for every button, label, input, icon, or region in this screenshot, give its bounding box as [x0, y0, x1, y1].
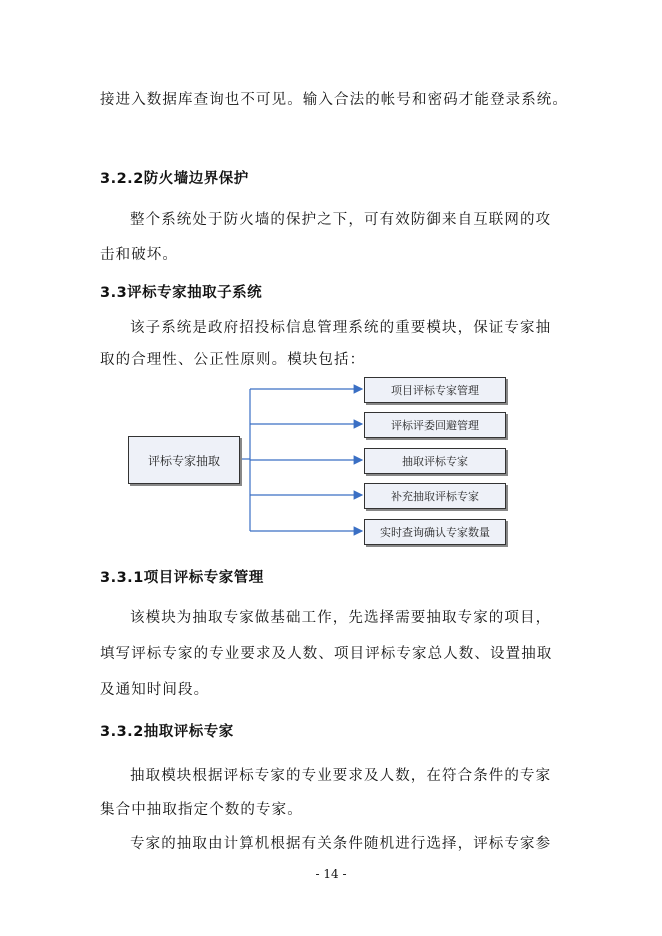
paragraph-line: 整个系统处于防火墙的保护之下，可有效防御来自互联网的攻: [130, 212, 552, 228]
page-number: - 14 -: [315, 867, 347, 881]
paragraph-line: 击和破坏。: [100, 247, 178, 263]
diagram-module-box: 抽取评标专家: [364, 448, 506, 474]
paragraph-line: 接进入数据库查询也不可见。输入合法的帐号和密码才能登录系统。: [100, 92, 568, 108]
section-heading-3-3-2: 3.3.2抽取评标专家: [100, 724, 234, 740]
paragraph-line: 专家的抽取由计算机根据有关条件随机进行选择，评标专家参: [130, 836, 552, 852]
paragraph-line: 抽取模块根据评标专家的专业要求及人数，在符合条件的专家: [130, 768, 552, 784]
diagram-module-box: 补充抽取评标专家: [364, 483, 506, 509]
section-heading-3-2-2: 3.2.2防火墙边界保护: [100, 171, 249, 187]
paragraph-line: 取的合理性、公正性原则。模块包括：: [100, 352, 366, 368]
section-heading-3-3-1: 3.3.1项目评标专家管理: [100, 570, 264, 586]
paragraph-line: 该子系统是政府招投标信息管理系统的重要模块，保证专家抽: [130, 320, 552, 336]
paragraph-line: 该模块为抽取专家做基础工作，先选择需要抽取专家的项目，: [130, 610, 552, 626]
paragraph-line: 集合中抽取指定个数的专家。: [100, 802, 303, 818]
diagram-source-box: 评标专家抽取: [128, 436, 240, 484]
section-heading-3-3: 3.3评标专家抽取子系统: [100, 285, 263, 301]
paragraph-line: 及通知时间段。: [100, 682, 210, 698]
diagram-module-box: 评标评委回避管理: [364, 412, 506, 438]
diagram-module-box: 项目评标专家管理: [364, 377, 506, 403]
diagram-module-box: 实时查询确认专家数量: [364, 519, 506, 545]
paragraph-line: 填写评标专家的专业要求及人数、项目评标专家总人数、设置抽取: [100, 646, 553, 662]
